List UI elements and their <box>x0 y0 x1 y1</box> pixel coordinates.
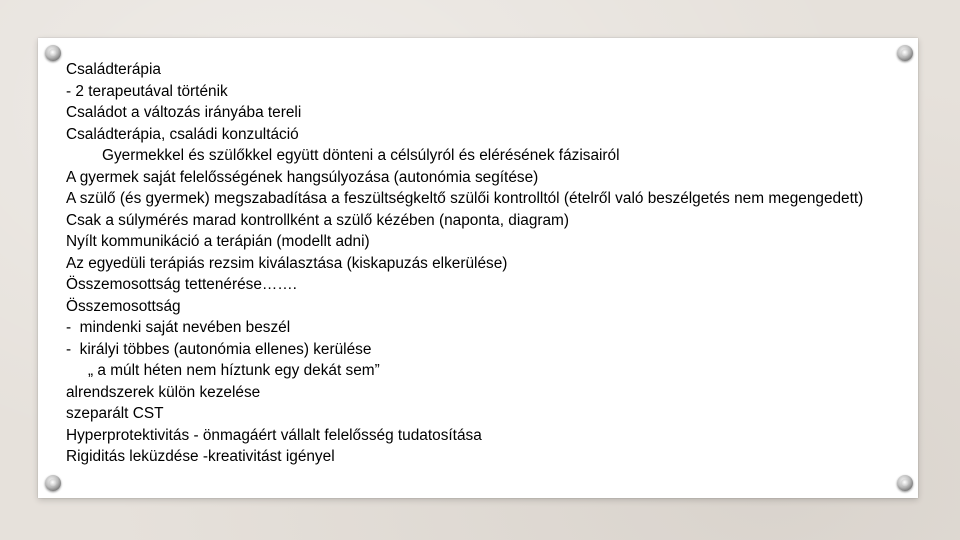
text-line: Családterápia, családi konzultáció <box>66 125 299 143</box>
text-line-indented: Gyermekkel és szülőkkel együtt dönteni a célsúlyról és elérésének fázisairól <box>102 147 620 164</box>
text-line: Összemosottság tettenérése……. <box>66 276 297 293</box>
text-line: - 2 terapeutával történik <box>66 82 228 100</box>
text-line: Összemosottság <box>66 297 181 315</box>
pushpin-icon <box>45 45 61 61</box>
text-line: Nyílt kommunikáció a terápián (modellt adni) <box>66 233 370 250</box>
pushpin-icon <box>897 475 913 491</box>
text-line: A szülő (és gyermek) megszabadítása a feszültségkeltő szülői kontrolltól (ételről való beszélgetés nem megengedett) <box>66 190 864 207</box>
text-line: Hyperprotektivitás - önmagáért vállalt felelősség tudatosítása <box>66 426 482 444</box>
text-line: - királyi többes (autonómia ellenes) kerülése <box>66 340 372 358</box>
text-line: alrendszerek külön kezelése <box>66 383 261 401</box>
text-line: Rigiditás leküzdése -kreativitást igényel <box>66 448 335 465</box>
pushpin-icon <box>45 475 61 491</box>
text-line: Csak a súlymérés marad kontrollként a szülő kézében (naponta, diagram) <box>66 211 570 229</box>
text-line: Családot a változás irányába tereli <box>66 104 302 121</box>
text-line: - mindenki saját nevében beszél <box>66 319 291 336</box>
text-line-quote: „ a múlt héten nem híztunk egy dekát sem” <box>88 362 380 379</box>
text-line: szeparált CST <box>66 405 164 422</box>
text-line: Az egyedüli terápiás rezsim kiválasztása (kiskapuzás elkerülése) <box>66 254 508 272</box>
slide-title-line: Családterápia <box>66 61 161 78</box>
text-line: A gyermek saját felelősségének hangsúlyozása (autonómia segítése) <box>66 168 539 186</box>
slide-text-body <box>66 59 904 468</box>
